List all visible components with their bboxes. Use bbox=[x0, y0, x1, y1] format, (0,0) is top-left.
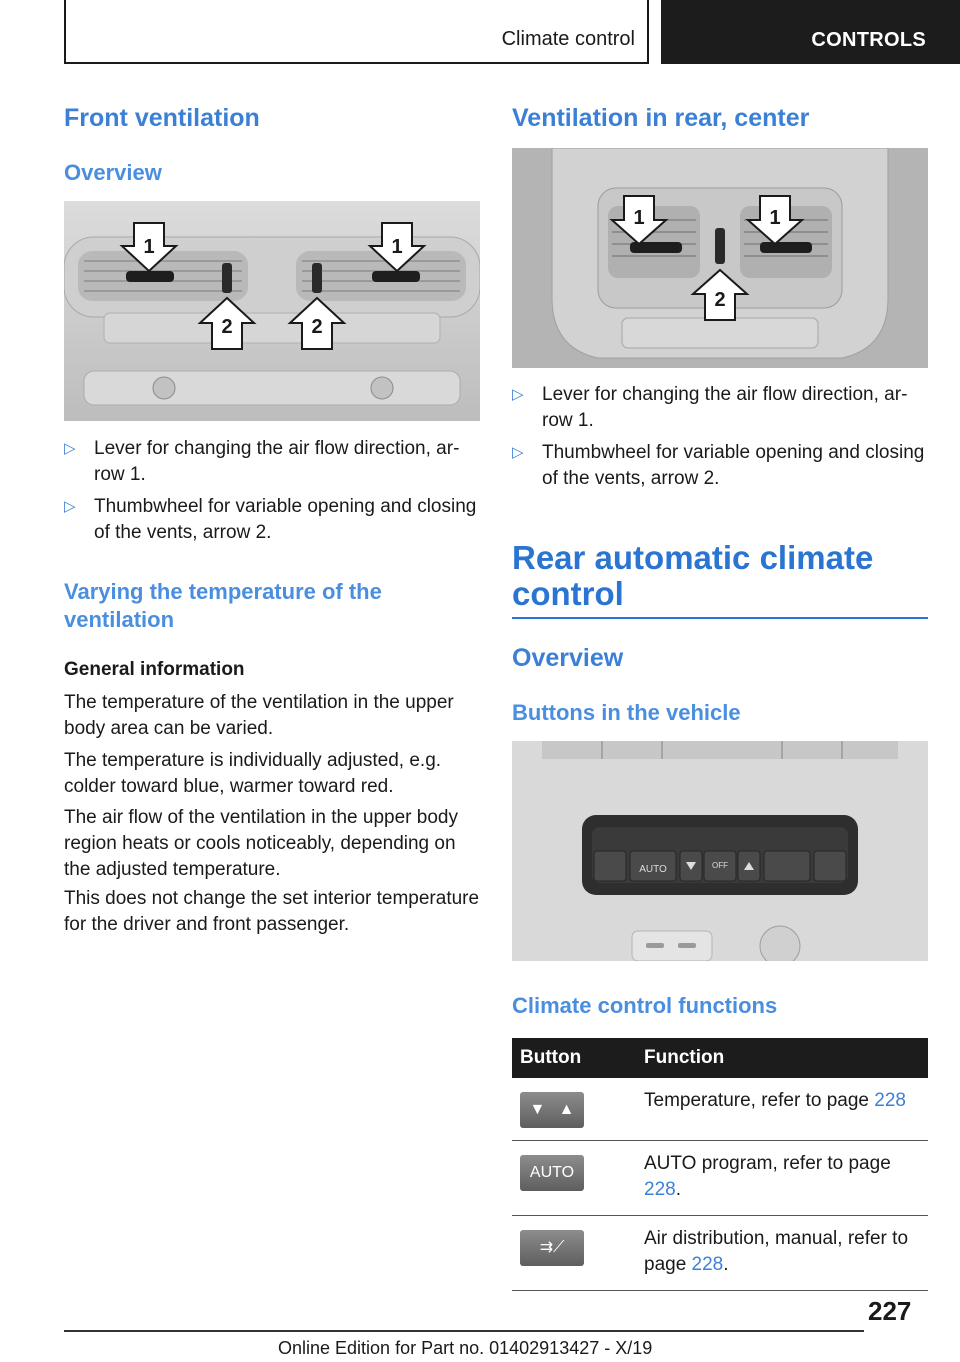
buttons-in-vehicle-heading: Buttons in the vehicle bbox=[512, 700, 741, 725]
page-number: 227 bbox=[868, 1296, 912, 1326]
function-text: Temperature, refer to page bbox=[644, 1090, 875, 1111]
front-vents-figure bbox=[64, 201, 480, 421]
triangle-bullet-icon: ▷ bbox=[64, 440, 76, 457]
paragraph: The temperature is individually adjusted, e.g. colder toward blue, warmer toward red. bbox=[64, 750, 442, 797]
chapter-label: CONTROLS bbox=[811, 29, 926, 51]
page-link[interactable]: 228 bbox=[874, 1090, 906, 1111]
page-link[interactable]: 228 bbox=[644, 1179, 676, 1200]
chapter-tab bbox=[661, 0, 960, 64]
varying-temperature-heading: Varying the temperature of the ventilation bbox=[64, 579, 382, 632]
footer-rule bbox=[64, 1330, 864, 1332]
list-item: ▷ Lever for changing the air flow direction, arrow 1. bbox=[512, 384, 908, 431]
table-row: ⇉⟋ Air distribution, manual, refer to page 228. bbox=[512, 1216, 928, 1291]
table-row bbox=[512, 1078, 928, 1141]
table-header-row bbox=[512, 1038, 928, 1078]
rear-vents-figure bbox=[512, 148, 928, 368]
triangle-bullet-icon: ▷ bbox=[64, 498, 76, 515]
front-vents-list bbox=[64, 436, 480, 552]
paragraph: The temperature of the ventilation in the upper body area can be varied. bbox=[64, 692, 454, 739]
overview-heading-right: Overview bbox=[512, 644, 624, 672]
page-link[interactable]: 228 bbox=[691, 1254, 724, 1275]
list-item: ▷ Lever for changing the air flow direction, arrow 1. bbox=[64, 438, 460, 485]
arrow-2-label-left: 2 bbox=[221, 316, 233, 338]
paragraph: The air flow of the ventilation in the upper body region heats or cools noticeably, depending on the adjusted temperature. bbox=[64, 807, 458, 880]
arrow-1-label-left: 1 bbox=[143, 236, 155, 258]
rear-panel-figure bbox=[512, 741, 928, 961]
general-info-subheading: General information bbox=[64, 659, 245, 680]
function-text: AUTO program, refer to page bbox=[644, 1153, 891, 1174]
triangle-bullet-icon: ▷ bbox=[512, 444, 524, 461]
arrow-1-label-right: 1 bbox=[769, 207, 781, 229]
panel-off-label: OFF bbox=[712, 861, 728, 870]
column-header-button: Button bbox=[512, 1038, 636, 1078]
arrow-2-label: 2 bbox=[714, 289, 726, 311]
arrow-2-label-right: 2 bbox=[311, 316, 323, 338]
panel-auto-label: AUTO bbox=[639, 864, 667, 875]
table-row: AUTO AUTO program, refer to page 228. bbox=[512, 1141, 928, 1216]
functions-heading: Climate control functions bbox=[512, 993, 778, 1018]
triangle-bullet-icon: ▷ bbox=[512, 386, 524, 403]
arrow-1-label-right: 1 bbox=[391, 236, 403, 258]
temperature-arrows-icon: ▼ ▲ bbox=[520, 1092, 584, 1128]
list-item: ▷ Thumbwheel for variable opening and closing of the vents, arrow 2. bbox=[512, 442, 925, 489]
functions-table bbox=[512, 1038, 928, 1291]
air-distribution-icon: ⇉⟋ bbox=[520, 1230, 584, 1266]
front-ventilation-heading: Front ventilation bbox=[64, 104, 260, 132]
header-frame bbox=[64, 0, 649, 64]
heading-rule bbox=[512, 617, 928, 619]
rear-vents-list bbox=[512, 382, 928, 498]
rear-center-ventilation-heading: Ventilation in rear, center bbox=[512, 104, 810, 132]
overview-heading-left: Overview bbox=[64, 160, 162, 185]
paragraph: This does not change the set interior temperature for the driver and front passenger. bbox=[64, 888, 480, 935]
list-item: ▷ Thumbwheel for variable opening and closing of the vents, arrow 2. bbox=[64, 496, 477, 543]
column-header-function: Function bbox=[636, 1038, 928, 1078]
rear-climate-heading: Rear automatic climate control bbox=[512, 539, 874, 612]
section-title: Climate control bbox=[501, 28, 635, 50]
arrow-1-label-left: 1 bbox=[633, 207, 645, 229]
function-text: Air distribution, manual, refer to page bbox=[644, 1228, 909, 1275]
edition-note: Online Edition for Part no. 01402913427 - X/19 bbox=[278, 1338, 653, 1358]
auto-button-icon: AUTO bbox=[520, 1155, 584, 1191]
